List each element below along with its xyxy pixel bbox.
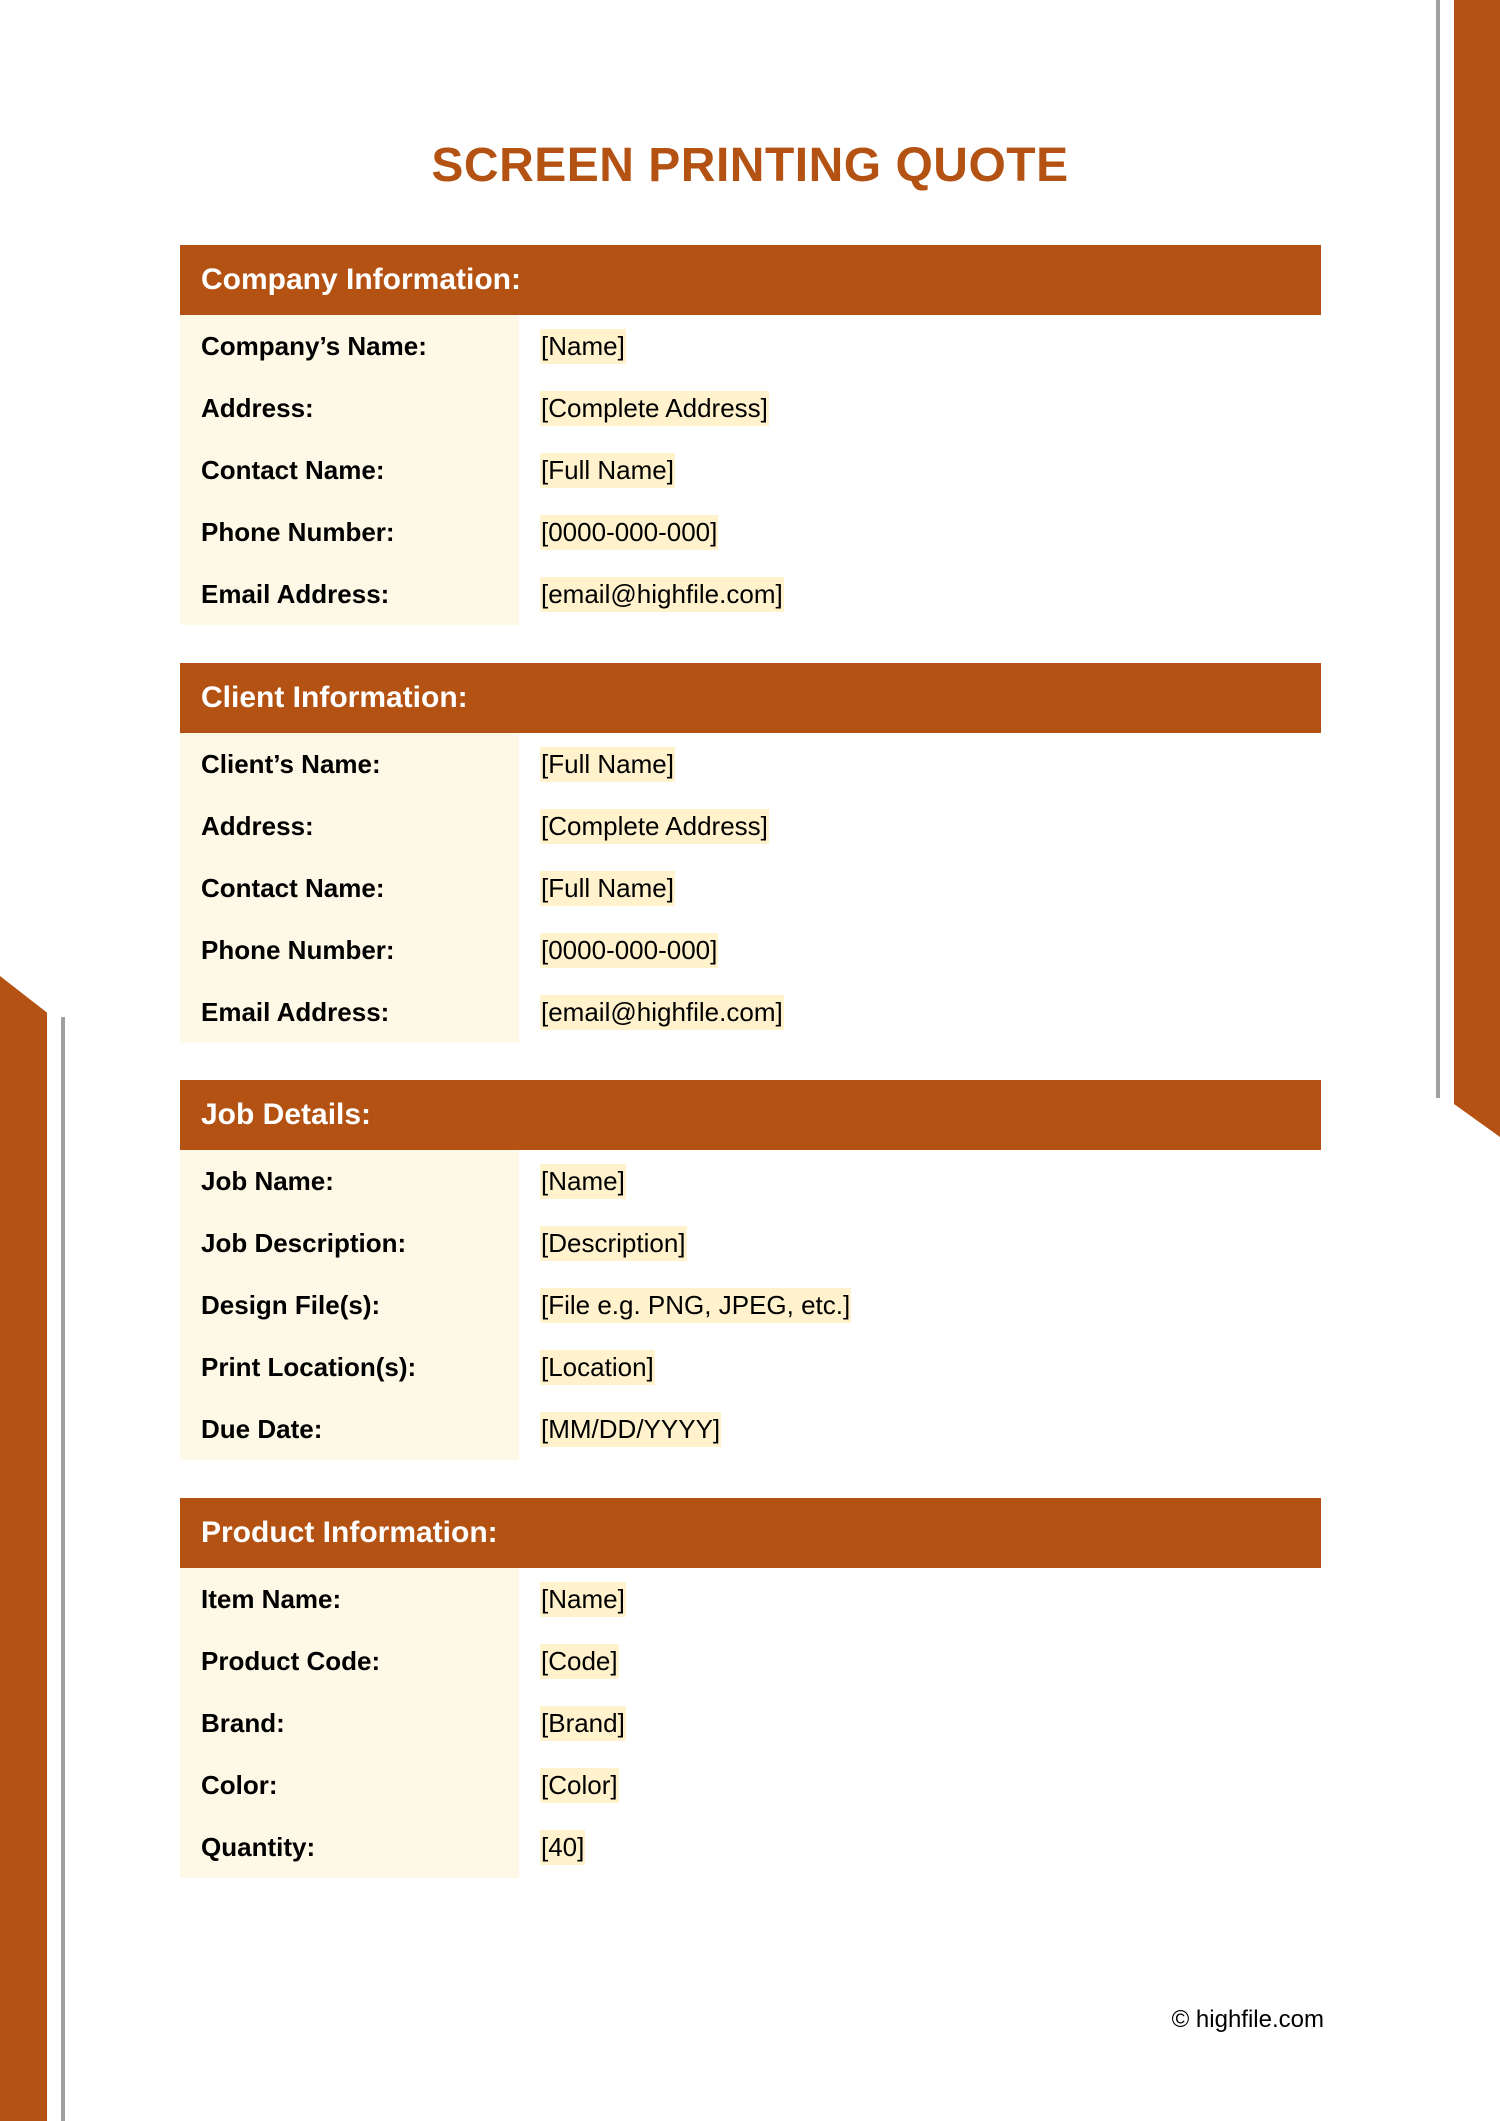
field-label: Job Description: — [201, 1227, 407, 1258]
field-value[interactable]: [0000-000-000] — [540, 933, 718, 968]
field-row — [180, 1398, 1321, 1460]
field-value[interactable]: [File e.g. PNG, JPEG, etc.] — [540, 1288, 851, 1323]
field-value[interactable]: [40] — [540, 1830, 585, 1865]
field-row — [180, 981, 1321, 1043]
field-label: Due Date: — [201, 1413, 323, 1444]
field-row — [180, 315, 1321, 377]
field-value[interactable]: [Complete Address] — [540, 391, 769, 426]
field-row — [180, 733, 1321, 795]
field-value[interactable]: [Name] — [540, 1582, 626, 1617]
field-value[interactable]: [Full Name] — [540, 453, 675, 488]
field-label: Address: — [201, 810, 314, 841]
field-row — [180, 1274, 1321, 1336]
field-label: Address: — [201, 392, 314, 423]
field-label: Color: — [201, 1769, 278, 1800]
field-value[interactable]: [email@highfile.com] — [540, 995, 784, 1030]
field-row — [180, 1630, 1321, 1692]
field-label: Job Name: — [201, 1165, 334, 1196]
field-row — [180, 795, 1321, 857]
section-heading: Product Information: — [180, 1498, 1321, 1568]
section-job-details — [180, 1080, 1321, 1460]
section-body — [180, 1568, 1321, 1878]
field-value[interactable]: [Location] — [540, 1350, 655, 1385]
field-value[interactable]: [Full Name] — [540, 871, 675, 906]
field-label: Contact Name: — [201, 454, 385, 485]
field-value[interactable]: [Brand] — [540, 1706, 626, 1741]
field-value[interactable]: [Name] — [540, 329, 626, 364]
field-row — [180, 1568, 1321, 1630]
field-value[interactable]: [MM/DD/YYYY] — [540, 1412, 721, 1447]
field-label: Company’s Name: — [201, 330, 427, 361]
field-row — [180, 1816, 1321, 1878]
field-row — [180, 857, 1321, 919]
section-company-information — [180, 245, 1321, 625]
section-body — [180, 733, 1321, 1043]
left-decorative-band — [0, 976, 47, 2121]
footer-copyright: © highfile.com — [1171, 2006, 1324, 2033]
section-heading: Client Information: — [180, 663, 1321, 733]
section-heading: Company Information: — [180, 245, 1321, 315]
field-label: Quantity: — [201, 1831, 316, 1862]
field-label: Phone Number: — [201, 934, 395, 965]
field-label: Design File(s): — [201, 1289, 381, 1320]
field-row — [180, 1754, 1321, 1816]
section-body — [180, 315, 1321, 625]
field-row — [180, 1212, 1321, 1274]
field-value[interactable]: [Name] — [540, 1164, 626, 1199]
section-heading: Job Details: — [180, 1080, 1321, 1150]
section-product-information — [180, 1498, 1321, 1878]
field-label: Phone Number: — [201, 516, 395, 547]
field-value[interactable]: [0000-000-000] — [540, 515, 718, 550]
field-row — [180, 501, 1321, 563]
field-label: Brand: — [201, 1707, 285, 1738]
field-row — [180, 563, 1321, 625]
field-label: Product Code: — [201, 1645, 381, 1676]
left-decorative-line — [61, 1017, 65, 2121]
field-value[interactable]: [Color] — [540, 1768, 619, 1803]
field-label: Item Name: — [201, 1583, 342, 1614]
page-title: SCREEN PRINTING QUOTE — [431, 139, 1069, 192]
field-value[interactable]: [Description] — [540, 1226, 687, 1261]
field-label: Contact Name: — [201, 872, 385, 903]
section-body — [180, 1150, 1321, 1460]
section-client-information — [180, 663, 1321, 1043]
field-row — [180, 919, 1321, 981]
field-value[interactable]: [Complete Address] — [540, 809, 769, 844]
field-label: Email Address: — [201, 578, 390, 609]
field-label: Client’s Name: — [201, 748, 381, 779]
field-value[interactable]: [Code] — [540, 1644, 619, 1679]
field-row — [180, 1150, 1321, 1212]
field-row — [180, 377, 1321, 439]
field-row — [180, 1692, 1321, 1754]
field-row — [180, 439, 1321, 501]
field-value[interactable]: [email@highfile.com] — [540, 577, 784, 612]
field-row — [180, 1336, 1321, 1398]
field-value[interactable]: [Full Name] — [540, 747, 675, 782]
field-label: Print Location(s): — [201, 1351, 417, 1382]
field-label: Email Address: — [201, 996, 390, 1027]
